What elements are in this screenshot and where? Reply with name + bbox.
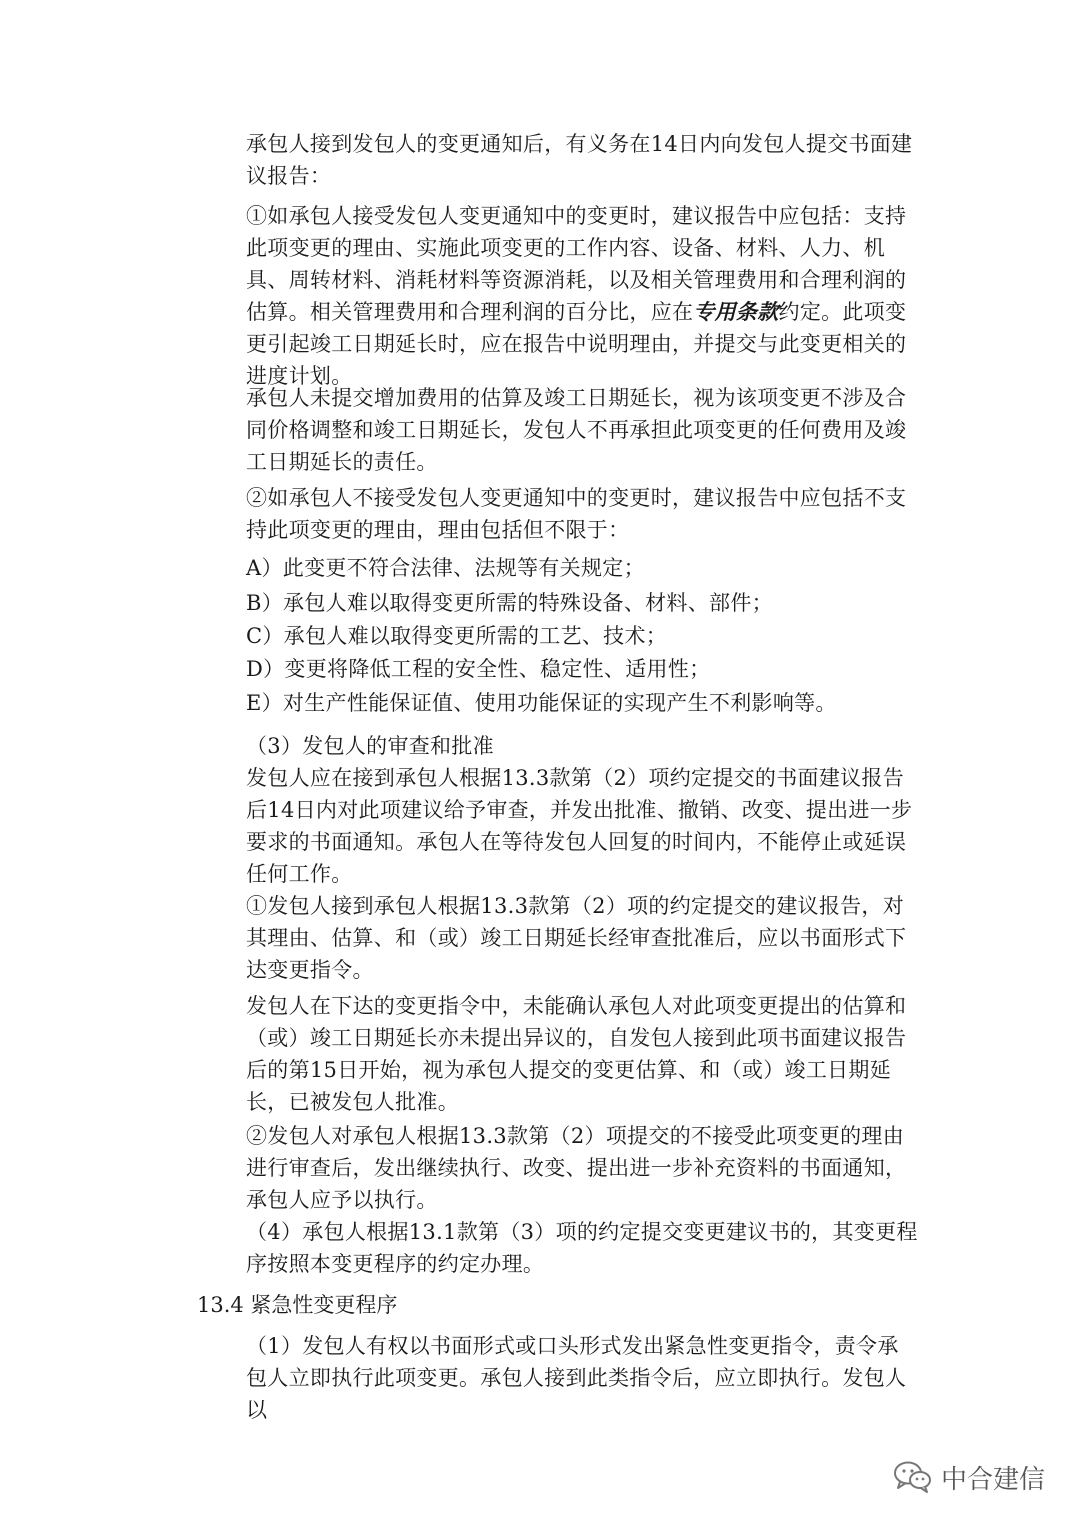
- paragraph-reject-change: ②如承包人不接受发包人变更通知中的变更时，建议报告中应包括不支持此项变更的理由，理由包括但不限于：: [246, 486, 907, 542]
- paragraph-approve-proposal: ①发包人接到承包人根据13.3款第（2）项的约定提交的建议报告，对其理由、估算、和（或）竣工日期延长经审查批准后，应以书面形式下达变更指令。: [246, 894, 907, 982]
- special-terms-emphasis: 专用条款: [693, 299, 779, 324]
- paragraph-review-approval: 发包人应在接到承包人根据13.3款第（2）项约定提交的书面建议报告后14日内对此项建议给予审查，并发出批准、撤销、改变、提出进一步要求的书面通知。承包人在等待发包人回复的时间内，不能停止或延误任何工作。: [246, 766, 913, 886]
- list-item-e: E）对生产性能保证值、使用功能保证的实现产生不利影响等。: [246, 691, 837, 715]
- paragraph-no-estimate: 承包人未提交增加费用的估算及竣工日期延长，视为该项变更不涉及合同价格调整和竣工日期延长，发包人不再承担此项变更的任何费用及竣工日期延长的责任。: [246, 386, 907, 474]
- paragraph-proposal-report: 承包人接到发包人的变更通知后，有义务在14日内向发包人提交书面建议报告：: [246, 132, 913, 188]
- section-review-approval-title: （3）发包人的审查和批准: [246, 734, 494, 758]
- list-item-d: D）变更将降低工程的安全性、稳定性、适用性；: [246, 657, 711, 681]
- section-heading-13-4: 13.4 紧急性变更程序: [197, 1293, 398, 1317]
- paragraph-deemed-approval: 发包人在下达的变更指令中，未能确认承包人对此项变更提出的估算和（或）竣工日期延长亦未提出异议的，自发包人接到此项书面建议报告后的第15日开始，视为承包人提交的变更估算、和（或）竣工日期延长，已被发包人批准。: [246, 994, 907, 1114]
- paragraph-accept-change: [246, 200, 918, 392]
- watermark: [893, 1455, 1045, 1499]
- paragraph-change-proposal-procedure: （4）承包人根据13.1款第（3）项的约定提交变更建议书的，其变更程序按照本变更程序的约定办理。: [246, 1220, 918, 1276]
- wechat-icon: [893, 1460, 933, 1494]
- paragraph-review-rejection: ②发包人对承包人根据13.3款第（2）项提交的不接受此项变更的理由进行审查后，发出继续执行、改变、提出进一步补充资料的书面通知，承包人应予以执行。: [246, 1124, 907, 1212]
- watermark-text: 中合建信: [941, 1464, 1046, 1495]
- list-item-c: C）承包人难以取得变更所需的工艺、技术；: [246, 624, 668, 648]
- list-item-b: B）承包人难以取得变更所需的特殊设备、材料、部件；: [246, 591, 773, 615]
- paragraph-accept-change-tail: 约定。此项变更引起竣工日期延长时，应在报告中说明理由，并提交与此变更相关的进度计划。: [246, 300, 907, 388]
- paragraph-urgent-change: （1）发包人有权以书面形式或口头形式发出紧急性变更指令，责令承包人立即执行此项变更。承包人接到此类指令后，应立即执行。发包人以: [246, 1334, 907, 1422]
- list-item-a: A）此变更不符合法律、法规等有关规定；: [246, 556, 645, 580]
- paragraph-accept-change-text: ①如承包人接受发包人变更通知中的变更时，建议报告中应包括：支持此项变更的理由、实施此项变更的工作内容、设备、材料、人力、机具、周转材料、消耗材料等资源消耗，以及相关管理费用和合理利润的估算。相关管理费用和合理利润的百分比，应在: [246, 204, 907, 324]
